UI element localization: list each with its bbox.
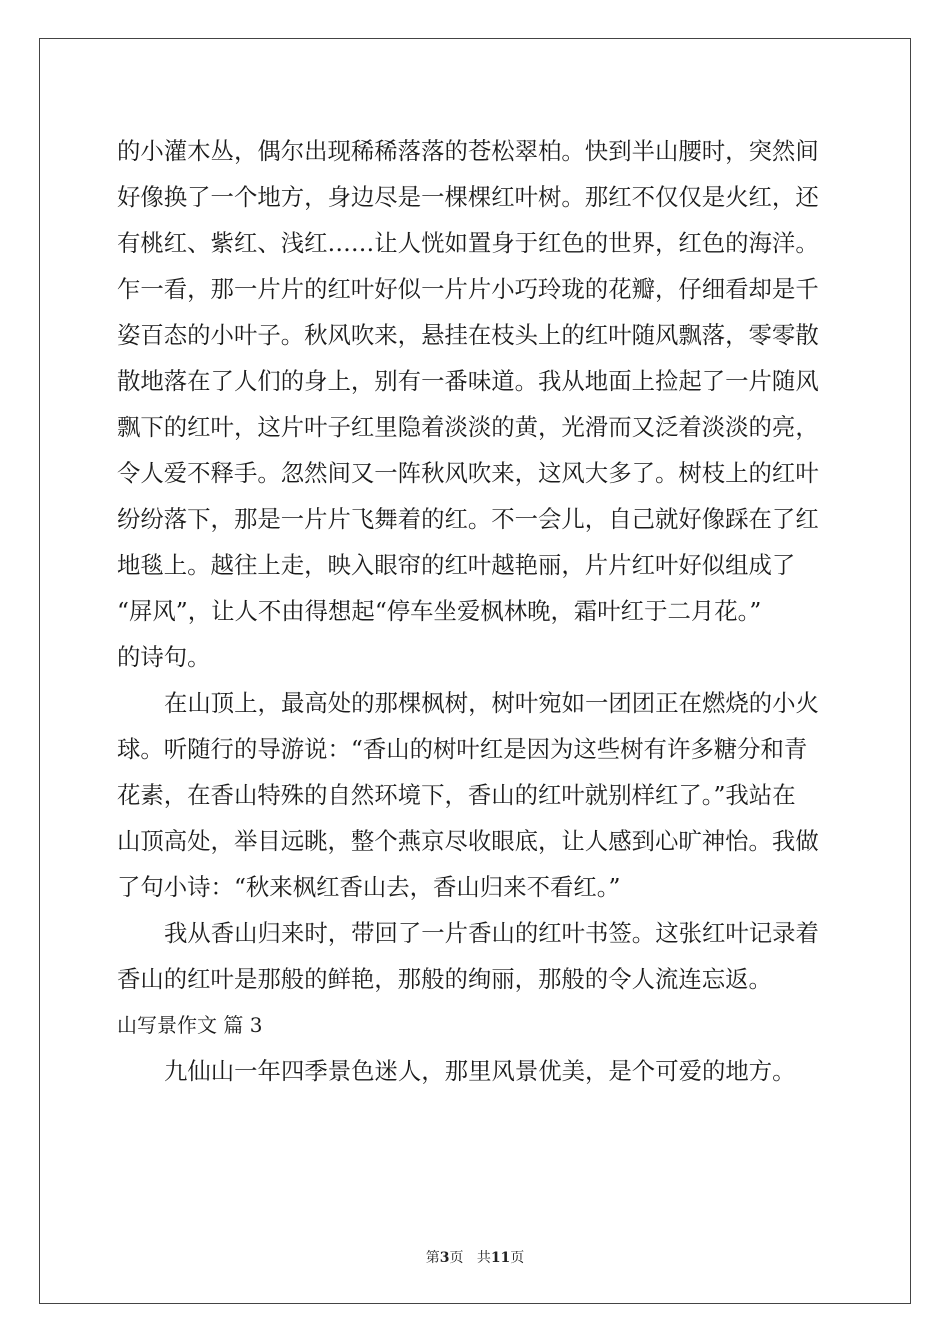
- last-paragraph: 九仙山一年四季景色迷人，那里风景优美，是个可爱的地方。: [164, 1057, 796, 1085]
- text-line-17: 了句小诗：“秋来枫红香山去，香山归来不看红。”: [117, 873, 621, 901]
- text-line-11: “屏风”，让人不由得想起“停车坐爱枫林晚，霜叶红于二月花。”: [117, 597, 762, 625]
- text-line-6: 散地落在了人们的身上，别有一番味道。我从地面上捡起了一片随风: [117, 367, 819, 395]
- document-body: [117, 128, 835, 1094]
- footer-total-suffix: 页: [510, 1250, 525, 1266]
- text-line-16: 山顶高处，举目远眺，整个燕京尽收眼底，让人感到心旷神怡。我做: [117, 827, 819, 855]
- footer-total-pages: 11: [490, 1250, 511, 1266]
- text-line-12: 的诗句。: [117, 643, 211, 671]
- text-line-1: 的小灌木丛，偶尔出现稀稀落落的苍松翠柏。快到半山腰时，突然间: [117, 137, 819, 165]
- text-line-9: 纷纷落下，那是一片片飞舞着的红。不一会儿，自己就好像踩在了红: [117, 505, 819, 533]
- section-heading: 山写景作文 篇 3: [117, 1013, 263, 1037]
- footer-total-prefix: 共: [476, 1250, 491, 1266]
- footer-page-prefix: 第: [425, 1250, 440, 1266]
- text-line-4: 乍一看，那一片片的红叶好似一片片小巧玲珑的花瓣，仔细看却是千: [117, 275, 819, 303]
- page-footer: [0, 1247, 950, 1267]
- text-line-5: 姿百态的小叶子。秋风吹来，悬挂在枝头上的红叶随风飘落，零零散: [117, 321, 819, 349]
- text-line-14: 球。听随行的导游说：“香山的树叶红是因为这些树有许多糖分和青: [117, 735, 808, 763]
- text-line-3: 有桃红、紫红、浅红……让人恍如置身于红色的世界，红色的海洋。: [117, 229, 819, 257]
- footer-page-number: 3: [439, 1250, 450, 1266]
- text-line-18: 我从香山归来时，带回了一片香山的红叶书签。这张红叶记录着: [164, 919, 819, 947]
- text-line-10: 地毯上。越往上走，映入眼帘的红叶越艳丽，片片红叶好似组成了: [117, 551, 796, 579]
- text-line-2: 好像换了一个地方，身边尽是一棵棵红叶树。那红不仅仅是火红，还: [117, 183, 819, 211]
- text-line-15: 花素，在香山特殊的自然环境下，香山的红叶就别样红了。”我站在: [117, 781, 796, 809]
- text-line-19: 香山的红叶是那般的鲜艳，那般的绚丽，那般的令人流连忘返。: [117, 965, 772, 993]
- text-line-13: 在山顶上，最高处的那棵枫树，树叶宛如一团团正在燃烧的小火: [164, 689, 819, 717]
- footer-page-suffix: 页: [449, 1250, 464, 1266]
- text-line-8: 令人爱不释手。忽然间又一阵秋风吹来，这风大多了。树枝上的红叶: [117, 459, 819, 487]
- text-line-7: 飘下的红叶，这片叶子红里隐着淡淡的黄，光滑而又泛着淡淡的亮，: [117, 413, 819, 441]
